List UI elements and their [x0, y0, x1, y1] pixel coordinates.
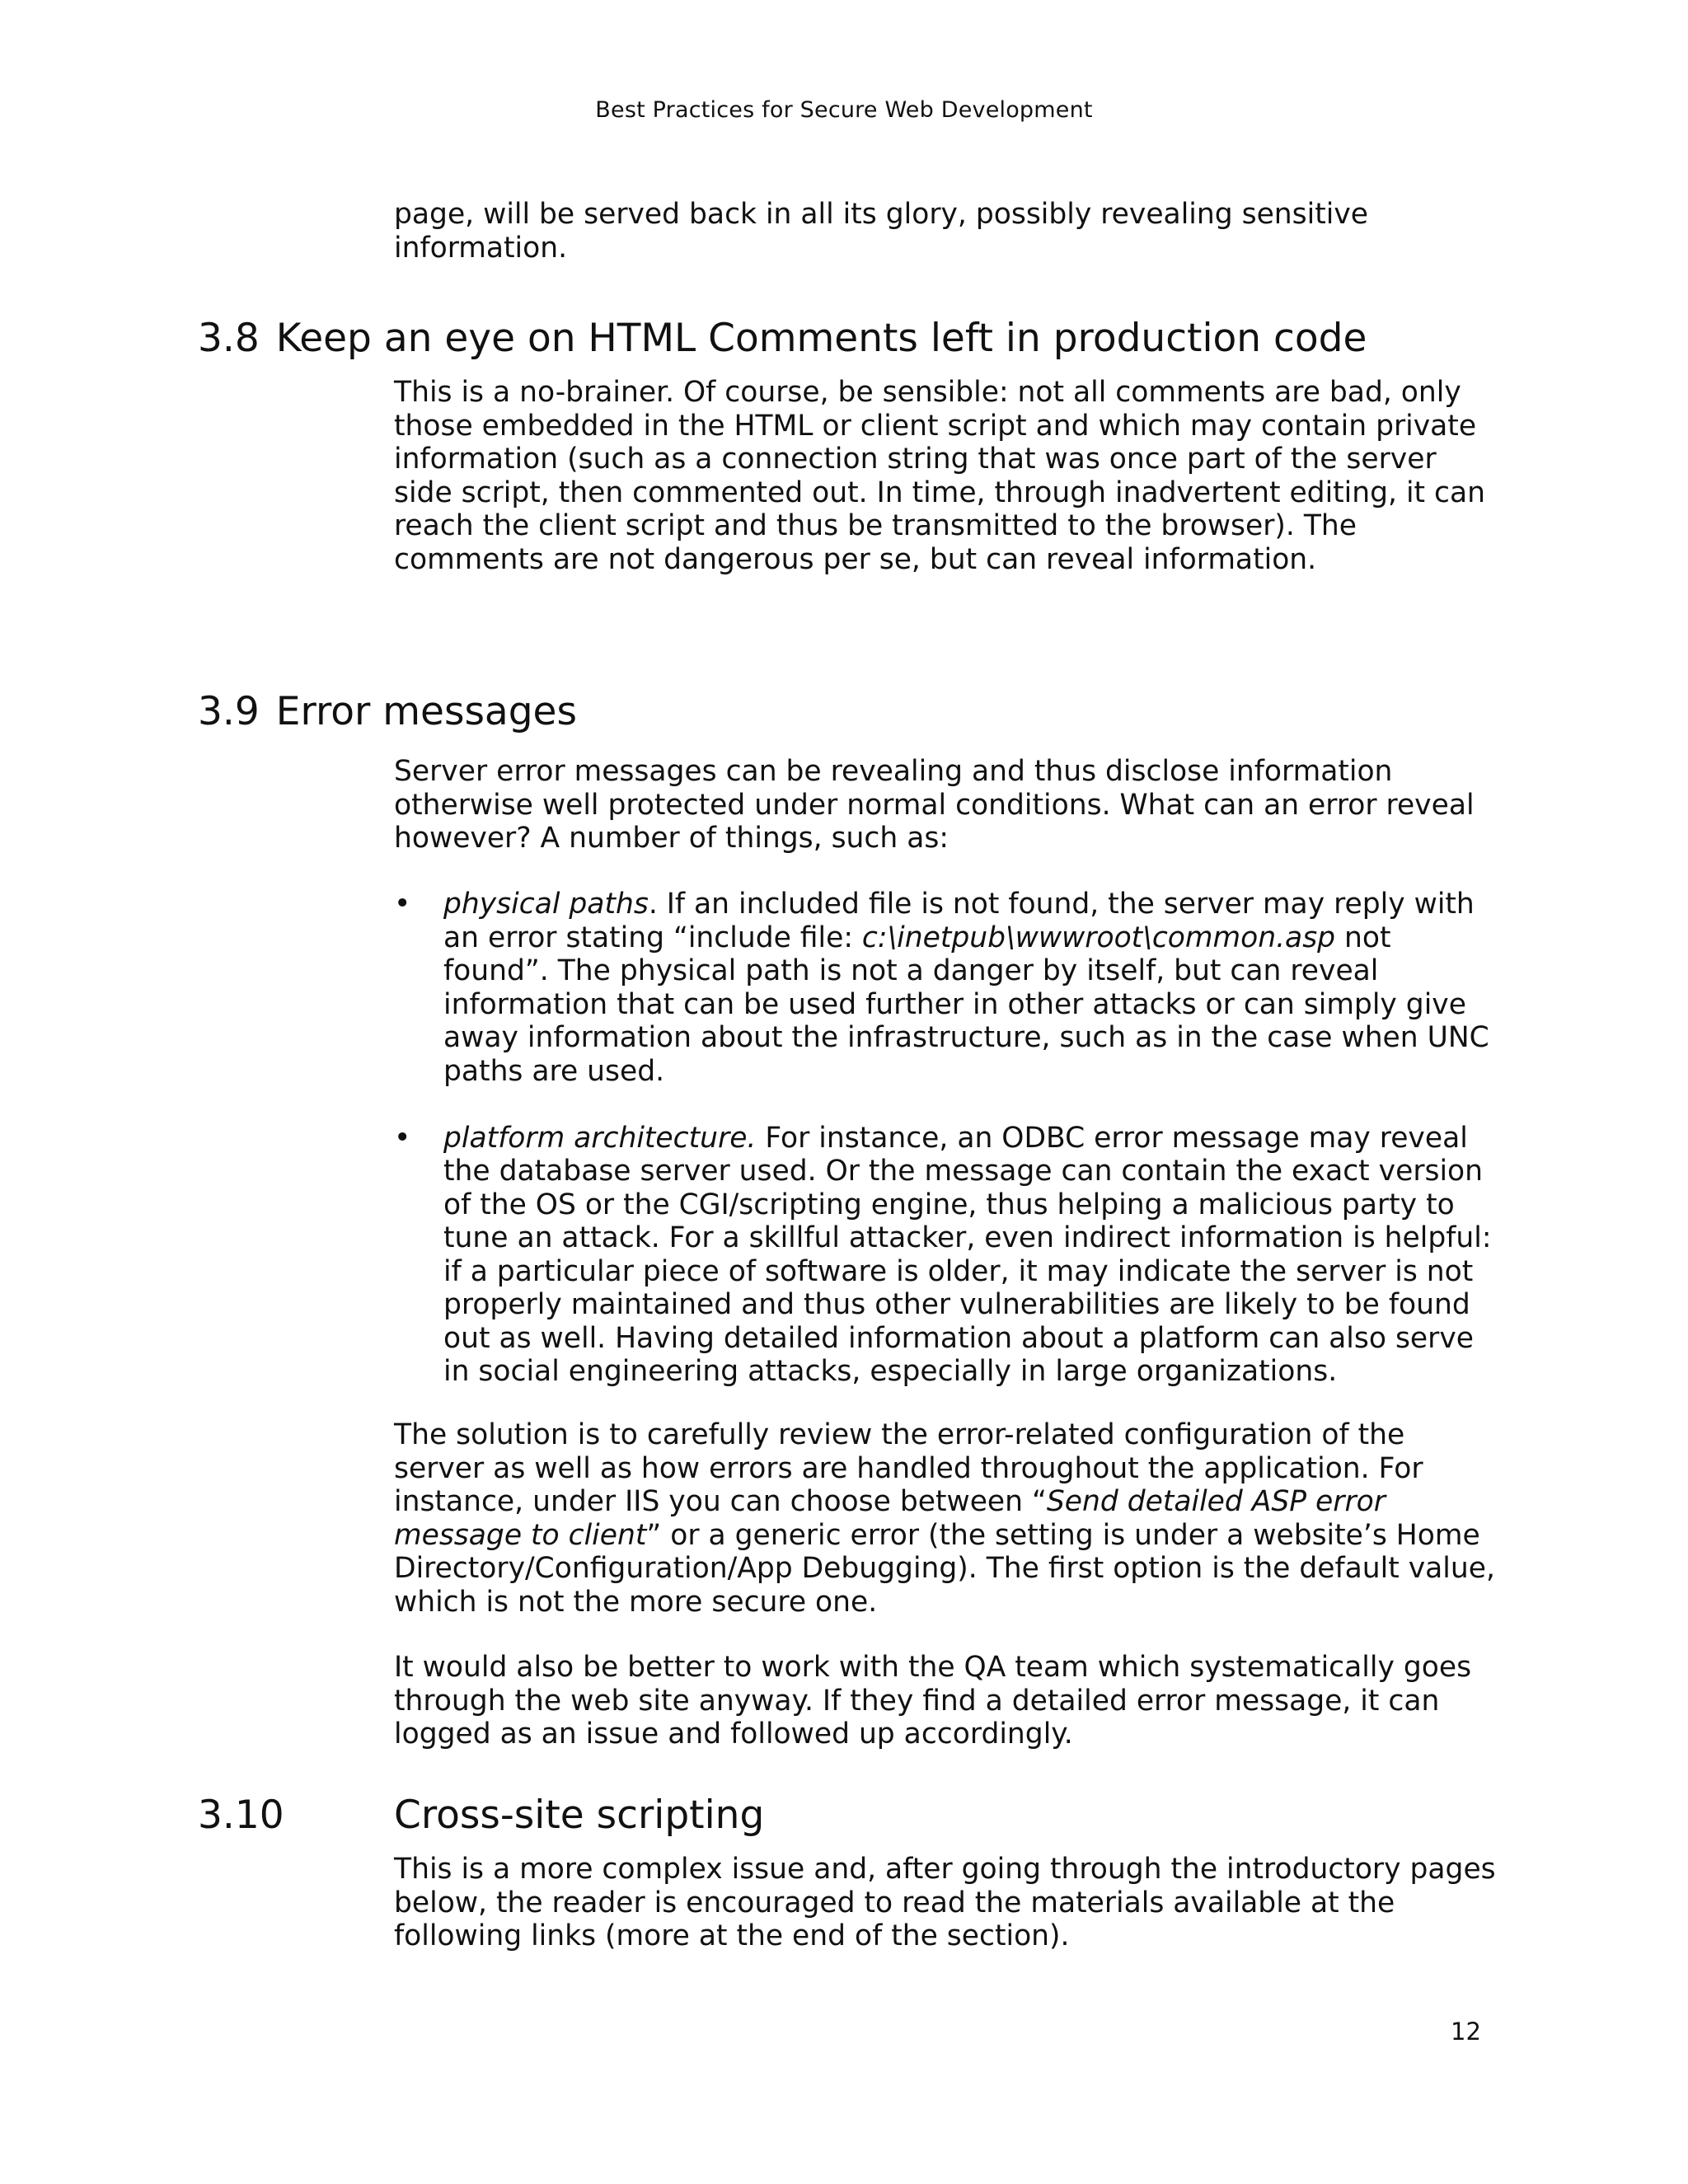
list-item-platform-architecture [394, 1122, 1498, 1389]
section-3-9-paragraph-2 [394, 1418, 1498, 1619]
bullet-lead-physical-paths: physical paths [443, 888, 649, 921]
running-header: Best Practices for Secure Web Development [595, 97, 1093, 123]
list-item-physical-paths [394, 888, 1498, 1088]
bullet-icon: • [394, 888, 411, 921]
error-disclosure-list [394, 888, 1498, 1389]
section-3-10-paragraph: This is a more complex issue and, after going through the introductory pages below, the reader is encouraged to read the materials available at the following links (more at the end of the section). [394, 1853, 1496, 1952]
section-3-9-title: Error messages [275, 689, 577, 734]
bullet-text-physical-paths-a: . If an included file is not found, the server may reply with an error stating “include file: [443, 888, 1475, 954]
bullet-text-physical-paths-b: not found”. The physical path is not a danger by itself, but can reveal information that can be used further in other attacks or can simply give away information about the infrastructure, such as in the case when UNC paths are used. [443, 921, 1489, 1088]
paragraph-2-setting-name: Send detailed ASP error message to client [394, 1485, 1386, 1552]
section-3-8-heading [198, 316, 1367, 362]
section-3-8-title: Keep an eye on HTML Comments left in production code [275, 316, 1367, 361]
paragraph-2-text-a: The solution is to carefully review the error-related configuration of the server as well as how errors are handled throughout the application. For instance, under IIS you can choose between “ [394, 1418, 1423, 1518]
section-3-10-title: Cross-site scripting [394, 1793, 765, 1838]
section-3-8-paragraph: This is a no-brainer. Of course, be sensible: not all comments are bad, only those embedded in the HTML or client script and which may contain private information (such as a connection string that was once part of the server side script, then commented out. In time, through inadvertent editing, it can reach the client script and thus be transmitted to the browser). The comments are not dangerous per se, but can reveal information. [394, 376, 1486, 576]
section-3-9-paragraph-1: Server error messages can be revealing and thus disclose information otherwise well protected under normal conditions. What can an error reveal however? A number of things, such as: [394, 755, 1475, 855]
page-number: 12 [1451, 2018, 1481, 2046]
intro-paragraph: page, will be served back in all its glory, possibly revealing sensitive information. [394, 198, 1368, 265]
paragraph-2-text-b: ” or a generic error (the setting is under a website’s Home Directory/Configuration/App Debugging). The first option is the default value, which is not the more secure one. [394, 1518, 1495, 1619]
section-3-9-number: 3.9 [198, 689, 260, 734]
section-3-9-heading [198, 689, 577, 735]
section-3-10-heading [198, 1793, 764, 1839]
bullet-icon: • [394, 1121, 411, 1155]
section-3-10-number: 3.10 [198, 1793, 284, 1838]
section-3-8-number: 3.8 [198, 316, 260, 361]
bullet-text-platform-architecture: For instance, an ODBC error message may reveal the database server used. Or the message can contain the exact version of the OS or the CGI/scripting engine, thus helping a malicious party to tune an attack. For a skillful attacker, even indirect information is helpful: if a particular piece of software is older, it may indicate the server is not properly maintained and thus other vulnerabilities are likely to be found out as well. Having detailed information about a platform can also serve in social engineering attacks, especially in large organizations. [443, 1121, 1492, 1388]
bullet-lead-platform-architecture: platform architecture. [443, 1121, 757, 1155]
bullet-file-path: c:\inetpub\wwwroot\common.asp [861, 921, 1336, 954]
section-3-9-paragraph-3: It would also be better to work with the QA team which systematically goes through the web site anyway. If they find a detailed error message, it can logged as an issue and followed up accordingly. [394, 1651, 1472, 1750]
